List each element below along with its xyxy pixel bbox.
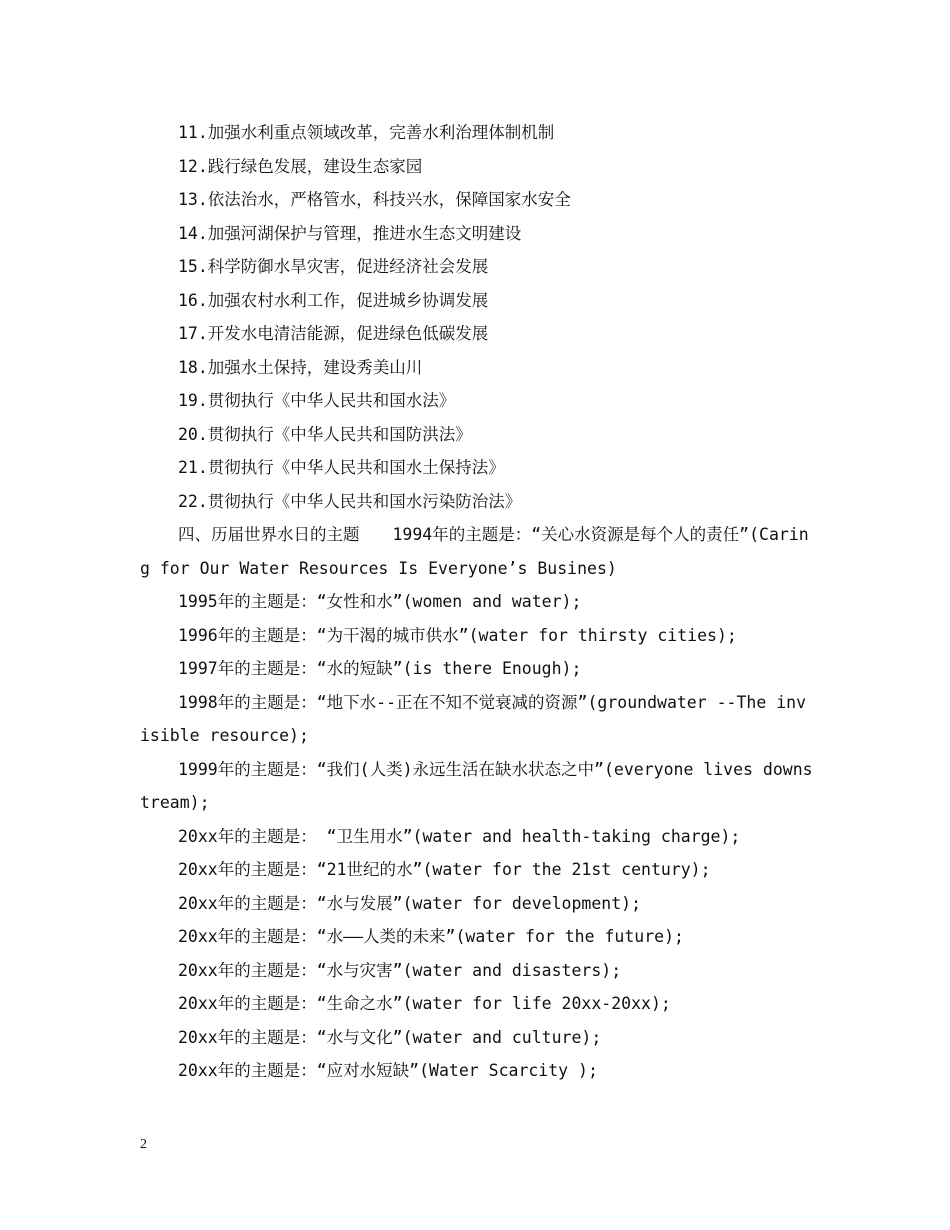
paragraph: 20xx年的主题是：“应对水短缺”(Water Scarcity );	[178, 1061, 598, 1080]
document-body	[140, 116, 815, 1088]
paragraph: 20xx年的主题是：“生命之水”(water for life 20xx-20xx);	[178, 994, 671, 1013]
paragraph: 1997年的主题是：“水的短缺”(is there Enough);	[178, 659, 582, 678]
paragraph: 15.科学防御水旱灾害，促进经济社会发展	[178, 257, 489, 276]
paragraph: 20.贯彻执行《中华人民共和国防洪法》	[178, 424, 472, 444]
paragraph: 20xx年的主题是： “卫生用水”(water and health-taking charge);	[178, 826, 741, 846]
paragraph: 16.加强农村水利工作，促进城乡协调发展	[178, 290, 489, 310]
paragraph: 18.加强水土保持，建设秀美山川	[178, 357, 423, 377]
paragraph: 21.贯彻执行《中华人民共和国水土保持法》	[178, 458, 505, 477]
paragraph: 17.开发水电清洁能源，促进绿色低碳发展	[178, 324, 489, 343]
paragraph: 四、历届世界水日的主题 1994年的主题是：“关心水资源是每个人的责任”(Caring for Our Water Resources Is Everyone’s Busines)	[140, 525, 809, 578]
paragraph: 14.加强河湖保护与管理，推进水生态文明建设	[178, 223, 522, 243]
paragraph: 11.加强水利重点领域改革，完善水利治理体制机制	[178, 123, 555, 142]
paragraph: 20xx年的主题是：“水——人类的未来”(water for the future);	[178, 927, 684, 946]
paragraph: 1996年的主题是：“为干渴的城市供水”(water for thirsty cities);	[178, 625, 737, 645]
paragraph: 20xx年的主题是：“水与灾害”(water and disasters);	[178, 960, 622, 980]
paragraph: 1998年的主题是：“地下水--正在不知不觉衰减的资源”(groundwater --The invisible resource);	[140, 692, 807, 745]
paragraph: 1999年的主题是：“我们(人类)永远生活在缺水状态之中”(everyone lives downstream);	[140, 759, 813, 812]
paragraph: 12.践行绿色发展，建设生态家园	[178, 156, 423, 176]
paragraph: 22.贯彻执行《中华人民共和国水污染防治法》	[178, 491, 522, 511]
page-number: 2	[140, 1137, 147, 1152]
paragraph: 20xx年的主题是：“21世纪的水”(water for the 21st century);	[178, 860, 711, 879]
paragraph: 20xx年的主题是：“水与发展”(water for development);	[178, 893, 642, 913]
paragraph: 19.贯彻执行《中华人民共和国水法》	[178, 391, 456, 410]
paragraph: 1995年的主题是：“女性和水”(women and water);	[178, 592, 582, 611]
paragraph: 13.依法治水，严格管水，科技兴水，保障国家水安全	[178, 190, 571, 209]
paragraph: 20xx年的主题是：“水与文化”(water and culture);	[178, 1027, 602, 1047]
